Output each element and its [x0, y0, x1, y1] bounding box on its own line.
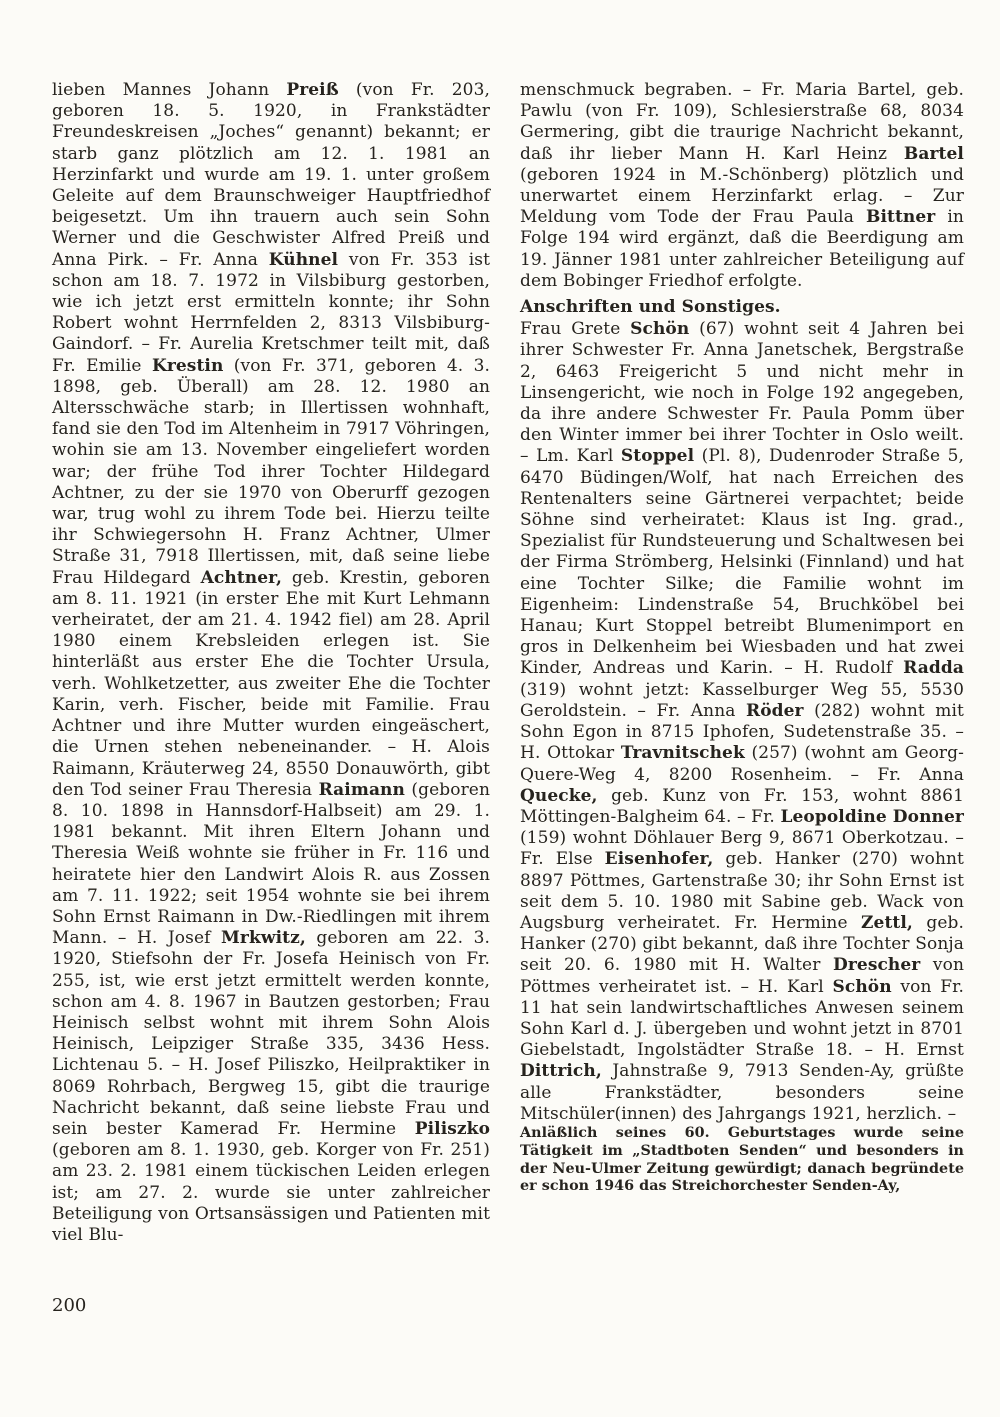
section-heading: Anschriften und Sonstiges. [520, 297, 781, 318]
text-column-left [52, 80, 490, 1292]
text-paragraph: lieben Mannes Johann Preiß (von Fr. 203, geboren 18. 5. 1920, in Frankstädter Freundeskreisen „Joches“ genannt) bekannt; er starb ganz plötzlich am 12. 1. 1981 an Herzinfarkt und wurde am 19. 1. unter großem Geleite auf dem Braunschweiger Hauptfriedhof beigesetzt. Um ihn trauern auch sein Sohn Werner und die Geschwister Alfred Preiß und Anna Pirk. – Fr. Anna Kühnel von Fr. 353 ist schon am 18. 7. 1972 in Vilsbiburg gestorben, wie ich jetzt erst ermitteln konnte; ihr Sohn Robert wohnt Herrnfelden 2, 8313 Vilsbiburg-Gaindorf. – Fr. Aurelia Kretschmer teilt mit, daß Fr. Emilie Krestin (von Fr. 371, geboren 4. 3. 1898, geb. Überall) am 28. 12. 1980 an Altersschwäche starb; in Illertissen wohnhaft, fand sie den Tod im Altenheim in 7917 Vöhringen, wohin sie am 13. November eingeliefert worden war; der frühe Tod ihrer Tochter Hildegard Achtner, zu der sie 1970 von Oberurff gezogen war, trug wohl zu ihrem Tode bei. Hierzu teilte ihr Schwiegersohn H. Franz Achtner, Ulmer Straße 31, 7918 Illertissen, mit, daß seine liebe Frau Hildegard Achtner, geb. Krestin, geboren am 8. 11. 1921 (in erster Ehe mit Kurt Lehmann verheiratet, der am 21. 4. 1942 fiel) am 28. April 1980 einem Krebsleiden erlegen ist. Sie hinterläßt aus erster Ehe die Tochter Ursula, verh. Wohlketzetter, aus zweiter Ehe die Tochter Karin, verh. Fischer, beide mit Familie. Frau Achtner und ihre Mutter wurden eingeäschert, die Urnen stehen nebeneinander. – H. Alois Raimann, Kräuterweg 24, 8550 Donauwörth, gibt den Tod seiner Frau Theresia Raimann (geboren 8. 10. 1898 in Hannsdorf-Halbseit) am 29. 1. 1981 bekannt. Mit ihren Eltern Johann und Theresia Weiß wohnte sie früher in Fr. 116 und heiratete hier den Landwirt Alois R. aus Zossen am 7. 11. 1922; seit 1954 wohnte sie bei ihrem Sohn Ernst Raimann in Dw.-Riedlingen mit ihrem Mann. – H. Josef Mrkwitz, geboren am 22. 3. 1920, Stiefsohn der Fr. Josefa Heinisch von Fr. 255, ist, wie erst jetzt ermittelt werden konnte, schon am 4. 8. 1967 in Bautzen gestorben; Frau Heinisch selbst wohnt mit ihrem Sohn Alois Heinisch, Leipziger Straße 335, 3436 Hess. Lichtenau 5. – H. Josef Piliszko, Heilpraktiker in 8069 Rohrbach, Bergweg 15, gibt die traurige Nachricht bekannt, daß seine liebste Frau und sein bester Kamerad Fr. Hermine Piliszko (geboren am 8. 1. 1930, geb. Korger von Fr. 251) am 23. 2. 1981 einem tückischen Leiden erlegen ist; am 27. 2. wurde sie unter zahlreicher Beteiligung von Ortsansässigen und Patienten mit viel Blu- [52, 80, 491, 1245]
smallprint-paragraph: Anläßlich seines 60. Geburtstages wurde seine Tätigkeit im „Stadtboten Senden“ und besonders in der Neu-Ulmer Zeitung gewürdigt; danach begründete er schon 1946 das Streichorchester Senden-Ay, [520, 1124, 964, 1195]
text-paragraph: menschmuck begraben. – Fr. Maria Bartel, geb. Pawlu (von Fr. 109), Schlesierstraße 68, 8034 Germering, gibt die traurige Nachricht bekannt, daß ihr lieber Mann H. Karl Heinz Bartel (geboren 1924 in M.-Schönberg) plötzlich und unerwartet einem Herzinfarkt erlag. – Zur Meldung vom Tode der Frau Paula Bittner in Folge 194 wird ergänzt, daß die Beerdigung am 19. Jänner 1981 unter zahlreicher Beteiligung auf dem Bobinger Friedhof erfolgte. [520, 80, 964, 291]
text-paragraph: Frau Grete Schön (67) wohnt seit 4 Jahren bei ihrer Schwester Fr. Anna Janetschek, Bergstraße 2, 6463 Freigericht 5 und nicht mehr in Linsengericht, wie noch in Folge 192 angegeben, da ihre andere Schwester Fr. Paula Pomm über den Winter immer bei ihrer Tochter in Oslo weilt. – Lm. Karl Stoppel (Pl. 8), Dudenroder Straße 5, 6470 Büdingen/Wolf, hat nach Erreichen des Rentenalters seine Gärtnerei verpachtet; beide Söhne sind verheiratet: Klaus ist Ing. grad., Spezialist für Rundsteuerung und Schaltwesen bei der Firma Strömberg, Helsinki (Finnland) und hat eine Tochter Silke; die Familie wohnt im Eigenheim: Lindenstraße 54, Bruchköbel bei Hanau; Kurt Stoppel betreibt Blumenimport en gros in Delkenheim bei Wiesbaden und hat zwei Kinder, Andreas und Karin. – H. Rudolf Radda (319) wohnt jetzt: Kasselburger Weg 55, 5530 Geroldstein. – Fr. Anna Röder (282) wohnt mit Sohn Egon in 8715 Iphofen, Sudetenstraße 35. – H. Ottokar Travnitschek (257) (wohnt am Georg-Quere-Weg 4, 8200 Rosenheim. – Fr. Anna Quecke, geb. Kunz von Fr. 153, wohnt 8861 Möttingen-Balgheim 64. – Fr. Leopoldine Donner (159) wohnt Döhlauer Berg 9, 8671 Oberkotzau. – Fr. Else Eisenhofer, geb. Hanker (270) wohnt 8897 Pöttmes, Gartenstraße 30; ihr Sohn Ernst ist seit dem 5. 10. 1980 mit Sabine geb. Wack von Augsburg verheiratet. Fr. Hermine Zettl, geb. Hanker (270) gibt bekannt, daß ihre Tochter Sonja seit 20. 6. 1980 mit H. Walter Drescher von Pöttmes verheiratet ist. – H. Karl Schön von Fr. 11 hat sein landwirtschaftliches Anwesen seinem Sohn Karl d. J. übergeben und wohnt jetzt in 8701 Giebelstadt, Ingolstädter Straße 18. – H. Ernst Dittrich, Jahnstraße 9, 7913 Senden-Ay, grüßte alle Frankstädter, besonders seine Mitschüler(innen) des Jahrgangs 1921, herzlich. – [520, 319, 965, 1124]
page-number: 200 [52, 1295, 87, 1316]
text-column-right [520, 80, 964, 1292]
